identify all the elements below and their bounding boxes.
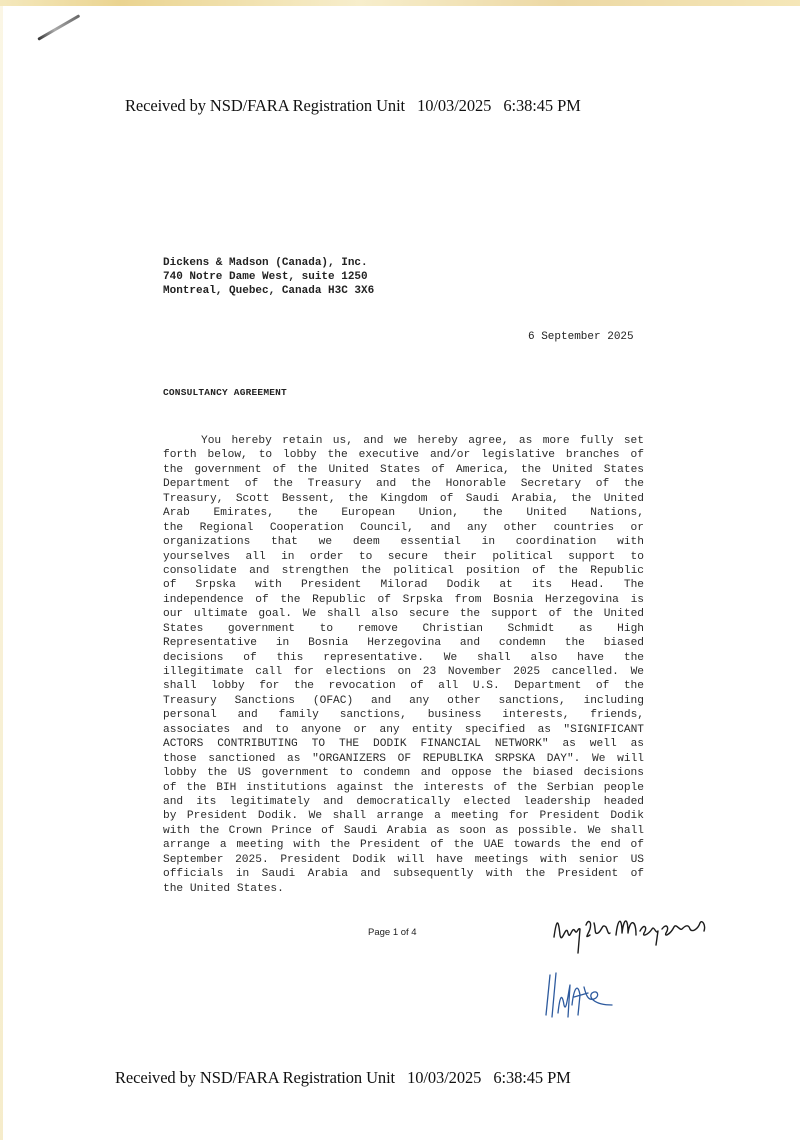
body-line: officials in Saudi Arabia and subsequently with the President of (163, 868, 644, 881)
signature-blue (538, 965, 618, 1020)
body-line: September 2025. President Dodik will have meetings with senior US (163, 853, 644, 866)
body-line: the Regional Cooperation Council, and any other countries or (163, 521, 644, 534)
body-line: Treasury Sanctions (OFAC) and any other sanctions, including (163, 694, 644, 707)
paper-left-edge (0, 6, 3, 1140)
body-line: shall lobby for the revocation of all U.S. Department of the (163, 680, 644, 693)
body-line: of Srpska with President Milorad Dodik at its Head. The (163, 579, 644, 592)
letterhead-city: Montreal, Quebec, Canada H3C 3X6 (163, 285, 375, 297)
document-heading: CONSULTANCY AGREEMENT (163, 387, 287, 398)
body-line: Arab Emirates, the European Union, the United Nations, (163, 507, 644, 520)
body-line: decisions of this representative. We shall also have the (163, 651, 644, 664)
body-line: personal and family sanctions, business interests, friends, (163, 709, 644, 722)
agreement-body (163, 434, 644, 896)
letter-date: 6 September 2025 (528, 331, 634, 343)
letterhead-address (163, 256, 374, 298)
body-line: illegitimate call for elections on 23 November 2025 cancelled. We (163, 666, 644, 678)
body-line: of the BIH institutions against the interests of the Serbian people (163, 781, 644, 794)
body-line: the government of the United States of America, the United States (163, 463, 644, 476)
body-line: consolidate and strengthen the political position of the Republic (163, 564, 644, 577)
paper-top-edge (0, 0, 800, 6)
body-line: the United States. (163, 882, 284, 895)
body-line: Treasury, Scott Bessent, the Kingdom of Saudi Arabia, the United (163, 492, 644, 505)
body-line: by President Dodik. We shall arrange a meeting for President Dodik (163, 810, 644, 823)
body-line: Department of the Treasury and the Honorable Secretary of the (163, 478, 644, 491)
body-line: lobby the US government to condemn and oppose the biased decisions (163, 767, 644, 780)
fara-received-stamp-top: Received by NSD/FARA Registration Unit 10/03/2025 6:38:45 PM (125, 96, 581, 115)
body-line: and its legitimately and democratically elected leadership headed (163, 795, 644, 808)
signature-black (548, 905, 718, 955)
body-line: forth below, to lobby the executive and/or legislative branches of (163, 449, 644, 462)
page-number: Page 1 of 4 (368, 927, 417, 938)
letterhead-street: 740 Notre Dame West, suite 1250 (163, 271, 368, 283)
body-line: associates and to anyone or any entity specified as "SIGNIFICANT (163, 723, 644, 736)
fara-received-stamp-bottom: Received by NSD/FARA Registration Unit 10/03/2025 6:38:45 PM (115, 1068, 571, 1087)
body-line: organizations that we deem essential in coordination with (163, 536, 644, 549)
body-line: You hereby retain us, and we hereby agree, as more fully set (201, 435, 644, 447)
body-line: ACTORS CONTRIBUTING TO THE DODIK FINANCIAL NETWORK" as well as (163, 738, 644, 751)
body-line: Representative in Bosnia Herzegovina and condemn the biased (163, 637, 644, 650)
pen-mark (37, 14, 80, 41)
body-line: with the Crown Prince of Saudi Arabia as soon as possible. We shall (163, 824, 644, 837)
body-line: independence of the Republic of Srpska from Bosnia Herzegovina is (163, 593, 644, 606)
body-line: our ultimate goal. We shall also secure the support of the United (163, 608, 644, 621)
letterhead-company: Dickens & Madson (Canada), Inc. (163, 257, 368, 269)
body-line: arrange a meeting with the President of the UAE towards the end of (163, 839, 644, 852)
body-line: States government to remove Christian Schmidt as High (163, 622, 644, 635)
body-line: those sanctioned as "ORGANIZERS OF REPUBLIKA SRPSKA DAY". We will (163, 752, 644, 765)
body-line: yourselves all in order to secure their political support to (163, 550, 644, 563)
